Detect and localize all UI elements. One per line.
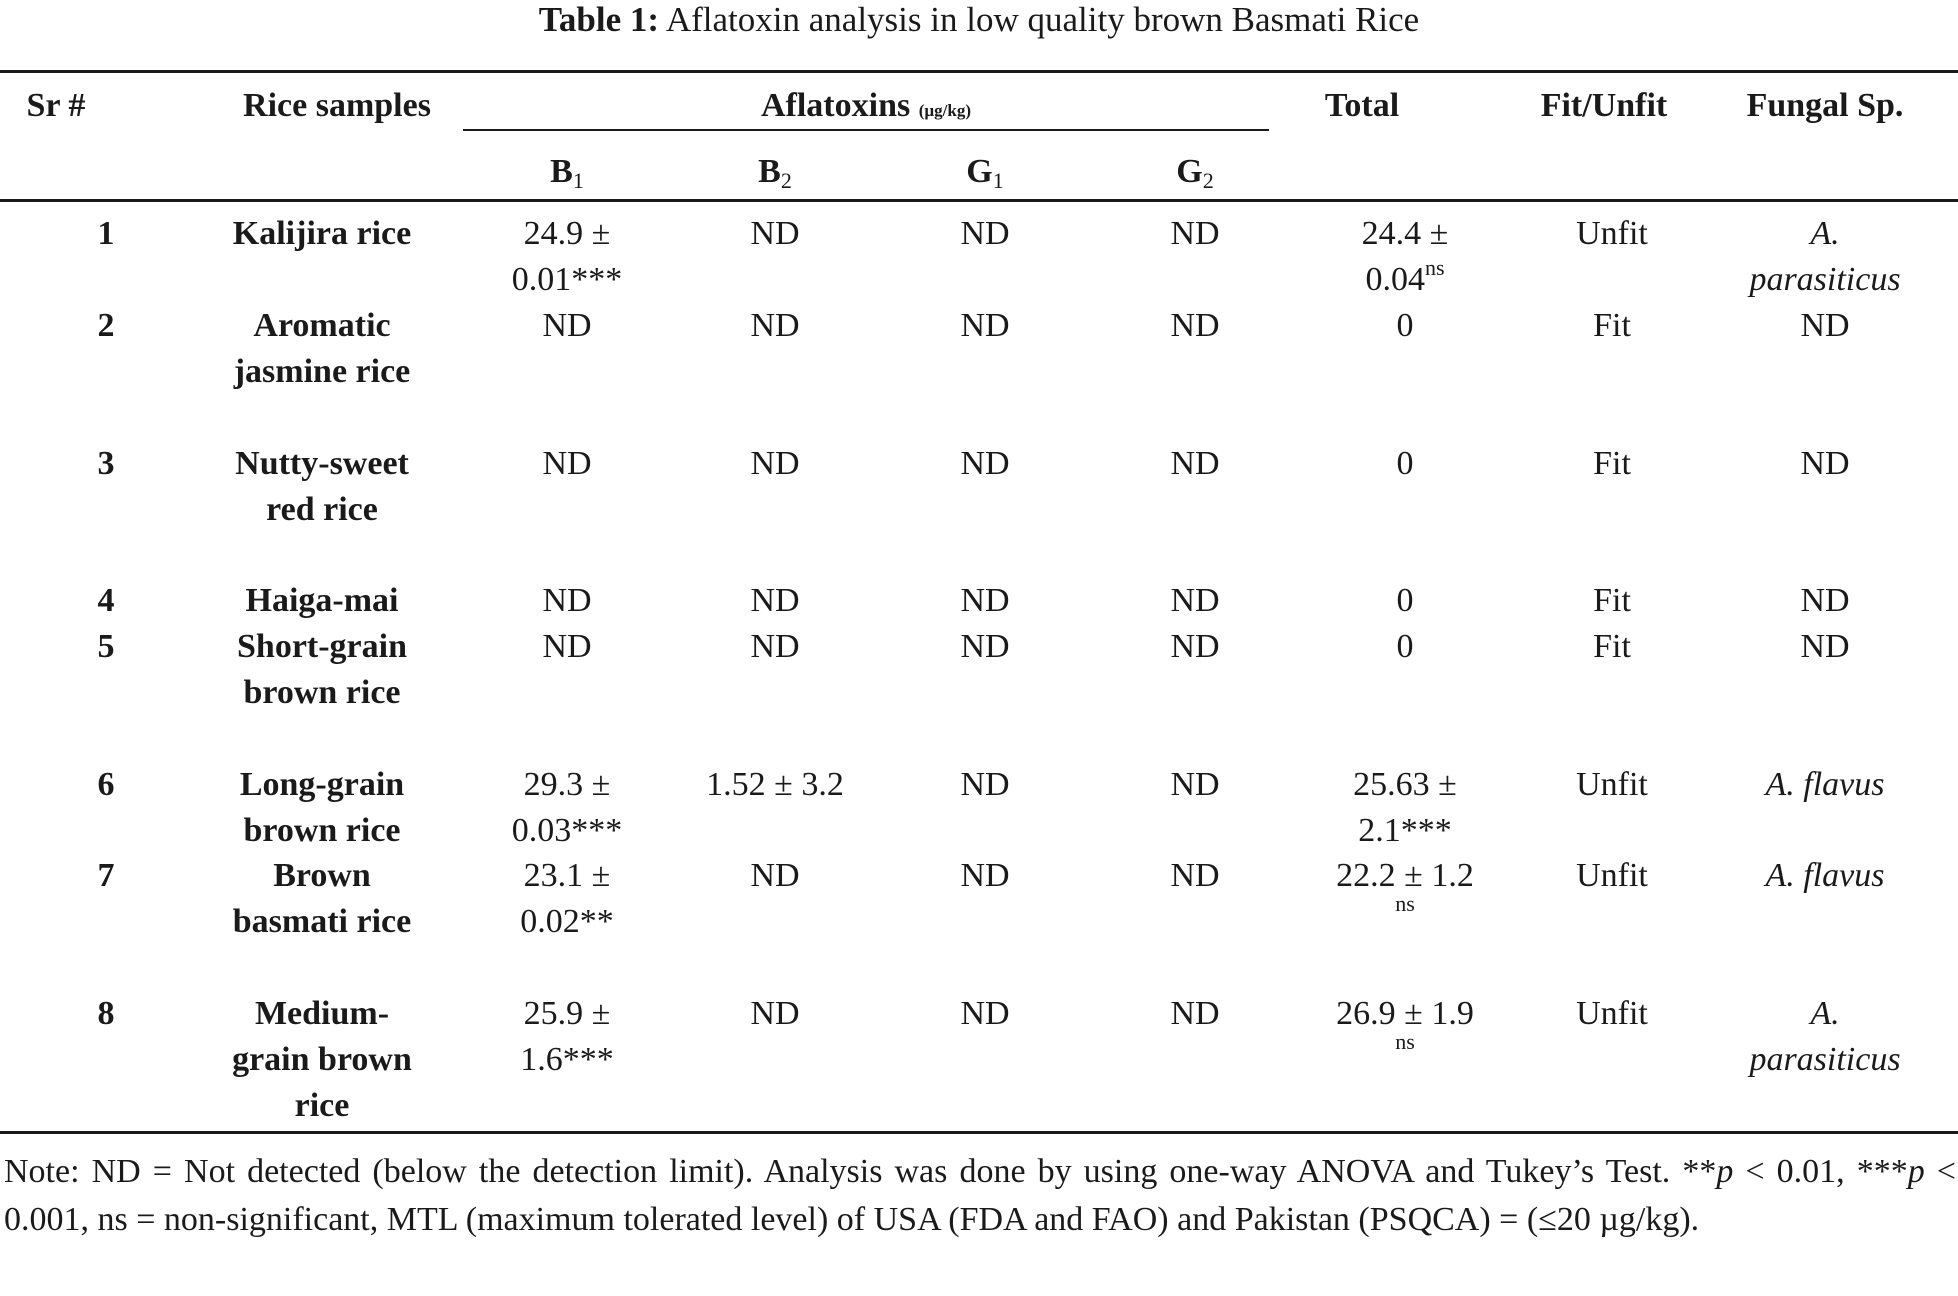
cell-g1: ND (960, 307, 1010, 344)
header-b2 (675, 152, 875, 192)
cell-total-ns: ns (1395, 890, 1415, 916)
cell-total: 0 (1396, 628, 1414, 665)
cell-sample: Short-grain brown rice (237, 628, 407, 711)
header-g2-sub: 2 (1202, 168, 1214, 193)
note-p2-stars: *** (1856, 1153, 1908, 1190)
cell-g2: ND (1170, 215, 1220, 252)
cell-b2: ND (750, 582, 800, 619)
cell-b2: ND (750, 215, 800, 252)
cell-fungal: ND (1800, 582, 1850, 619)
cell-fit: Unfit (1576, 215, 1648, 252)
table-caption (0, 0, 1958, 40)
cell-fungal: A. parasiticus (1749, 995, 1901, 1078)
cell-b1: ND (542, 445, 592, 482)
cell-g2: ND (1170, 628, 1220, 665)
cell-b1: 23.1 ± 0.02** (520, 857, 614, 940)
cell-g1: ND (960, 995, 1010, 1032)
cell-fungal: A. flavus (1765, 766, 1885, 803)
header-b1-letter: B (550, 153, 573, 190)
cell-fungal: A. flavus (1765, 857, 1885, 894)
cell-g2: ND (1170, 307, 1220, 344)
caption-text: Aflatoxin analysis in low quality brown Basmati Rice (665, 0, 1420, 39)
header-aflatoxins-label: Aflatoxins (760, 87, 911, 124)
cell-sr: 1 (97, 215, 115, 252)
cell-sample: Aromatic jasmine rice (233, 307, 411, 390)
cell-total-value: 26.9 ± 1.9 (1336, 995, 1474, 1032)
header-g2-letter: G (1176, 153, 1203, 190)
cell-total (1305, 991, 1505, 1053)
cell-g1: ND (960, 857, 1010, 894)
cell-b1: 25.9 ± 1.6*** (520, 995, 614, 1078)
cell-g2: ND (1170, 857, 1220, 894)
cell-sample: Nutty-sweet red rice (235, 445, 409, 528)
cell-fungal: ND (1800, 628, 1850, 665)
header-b2-sub: 2 (780, 168, 792, 193)
cell-sr: 7 (97, 857, 115, 894)
header-b1 (467, 152, 667, 192)
cell-sr: 4 (97, 582, 115, 619)
cell-b1: ND (542, 582, 592, 619)
cell-b2: ND (750, 307, 800, 344)
note-line-1: Note: ND = Not detected (below the detection limit). Analysis was done by using one-way ANOVA and Tukey’s Test. (4, 1153, 1671, 1190)
cell-fit: Fit (1593, 582, 1631, 619)
cell-b1: 29.3 ± 0.03*** (511, 766, 623, 849)
header-g1-letter: G (966, 153, 993, 190)
header-g1 (885, 152, 1085, 192)
cell-sr: 5 (97, 628, 115, 665)
note-p1-var: p (1716, 1153, 1734, 1190)
cell-fit: Unfit (1576, 857, 1648, 894)
cell-g2: ND (1170, 445, 1220, 482)
cell-g2: ND (1170, 995, 1220, 1032)
cell-b2: ND (750, 445, 800, 482)
cell-total (1330, 211, 1480, 303)
cell-total: 0 (1396, 307, 1414, 344)
cell-b1: ND (542, 307, 592, 344)
cell-total: 25.63 ± 2.1*** (1353, 766, 1457, 849)
header-aflatoxins-unit: (µg/kg) (918, 101, 972, 120)
bottom-rule (0, 1131, 1958, 1134)
cell-fit: Fit (1593, 445, 1631, 482)
cell-total-ns: ns (1395, 1028, 1415, 1054)
cell-sr: 3 (97, 445, 115, 482)
header-rice-samples: Rice samples (243, 87, 431, 124)
caption-label: Table 1: (538, 0, 660, 39)
cell-fungal: ND (1800, 445, 1850, 482)
cell-total-value: 24.4 ± 0.04 (1361, 215, 1449, 298)
cell-g1: ND (960, 766, 1010, 803)
cell-g1: ND (960, 582, 1010, 619)
cell-g1: ND (960, 215, 1010, 252)
cell-b2: 1.52 ± 3.2 (706, 766, 844, 803)
cell-g1: ND (960, 445, 1010, 482)
cell-fungal: A. parasiticus (1749, 215, 1901, 298)
cell-fit: Unfit (1576, 995, 1648, 1032)
cell-sample: Long-grain brown rice (239, 766, 405, 849)
cell-g2: ND (1170, 766, 1220, 803)
header-sr: Sr # (26, 87, 86, 124)
aflatoxin-subrule (463, 129, 1269, 131)
header-b1-sub: 1 (572, 168, 584, 193)
cell-sample: Brown basmati rice (232, 857, 412, 940)
table-note (4, 1148, 1956, 1244)
note-p2-var: p (1907, 1153, 1925, 1190)
header-rule (0, 199, 1958, 202)
top-rule (0, 70, 1958, 73)
cell-fit: Fit (1593, 307, 1631, 344)
header-g1-sub: 1 (992, 168, 1004, 193)
cell-sample: Medium-grain brown rice (232, 995, 412, 1124)
cell-b2: ND (750, 857, 800, 894)
cell-fit: Unfit (1576, 766, 1648, 803)
cell-total-ns: ns (1424, 254, 1445, 280)
header-aflatoxins (463, 86, 1269, 131)
cell-sr: 6 (97, 766, 115, 803)
cell-g1: ND (960, 628, 1010, 665)
header-g2 (1095, 152, 1295, 192)
cell-b2: ND (750, 995, 800, 1032)
cell-sample: Haiga-mai (245, 582, 399, 619)
cell-sr: 2 (97, 307, 115, 344)
cell-sample: Kalijira rice (232, 215, 412, 252)
cell-b1: 24.9 ± 0.01*** (511, 215, 623, 298)
cell-b1: ND (542, 628, 592, 665)
header-total: Total (1324, 87, 1400, 124)
cell-total: 0 (1396, 582, 1414, 619)
cell-g2: ND (1170, 582, 1220, 619)
note-p1-rest: < 0.01, (1733, 1153, 1857, 1190)
header-fungal-sp: Fungal Sp. (1746, 87, 1904, 124)
cell-fit: Fit (1593, 628, 1631, 665)
cell-b2: ND (750, 628, 800, 665)
cell-sr: 8 (97, 995, 115, 1032)
note-p2-rest: < 0.001, ns = non-significant, MTL (maximum tolerated level) of USA (FDA and FAO) and Pakistan (PSQCA) = (≤20 µg/kg). (4, 1153, 1956, 1238)
cell-total: 0 (1396, 445, 1414, 482)
cell-total (1305, 853, 1505, 915)
header-fit-unfit: Fit/Unfit (1540, 87, 1668, 124)
note-p1-stars: ** (1682, 1153, 1717, 1190)
header-b2-letter: B (758, 153, 781, 190)
cell-fungal: ND (1800, 307, 1850, 344)
cell-total-value: 22.2 ± 1.2 (1336, 857, 1474, 894)
